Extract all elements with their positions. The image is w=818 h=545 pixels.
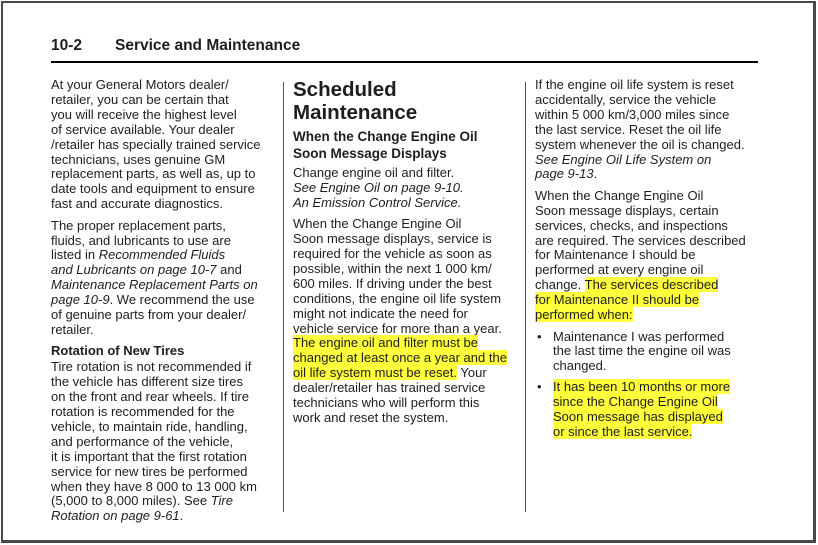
cross-reference-link[interactable]: page 9-13 bbox=[535, 166, 594, 182]
highlighted-text: The engine oil and filter must be bbox=[293, 335, 478, 351]
text-line: retailer, you can be certain that bbox=[51, 91, 229, 107]
text-line: required for the vehicle as soon as bbox=[293, 246, 492, 262]
oil-change-paragraph bbox=[293, 166, 515, 211]
page-header bbox=[51, 37, 758, 63]
cross-reference-link[interactable]: Recommended Fluids bbox=[98, 247, 226, 263]
text-line bbox=[293, 336, 515, 351]
text-run: and bbox=[216, 262, 242, 278]
text-line: conditions, the engine oil life system bbox=[293, 290, 502, 306]
text-run: Your bbox=[457, 365, 487, 381]
text-line: are required. The services described bbox=[535, 232, 746, 248]
text-line bbox=[535, 308, 758, 323]
column-divider-2 bbox=[525, 82, 526, 512]
text-line: on the front and rear wheels. If tire bbox=[51, 389, 249, 405]
highlighted-text: Soon message has displayed bbox=[553, 409, 723, 425]
rotation-paragraph bbox=[51, 360, 273, 524]
text-line: changed. bbox=[553, 358, 607, 374]
text-line: dealer/retailer has trained service bbox=[293, 380, 486, 396]
text-run: . bbox=[179, 508, 184, 524]
text-run: change. bbox=[535, 277, 585, 293]
text-line: fluids, and lubricants to use are bbox=[51, 232, 231, 248]
text-line: replacement parts, as well as, up to bbox=[51, 166, 256, 182]
column-divider-1 bbox=[283, 82, 284, 512]
bullet-icon: • bbox=[537, 379, 542, 395]
title-line: Maintenance bbox=[293, 101, 418, 124]
text-run: . We recommend the use bbox=[109, 292, 255, 308]
intro-paragraph bbox=[51, 78, 273, 212]
text-line: and performance of the vehicle, bbox=[51, 433, 234, 449]
reset-paragraph bbox=[535, 78, 758, 182]
bullet-item bbox=[535, 330, 758, 375]
highlighted-text: since the Change Engine Oil bbox=[553, 394, 718, 410]
text-line: Soon message displays, service is bbox=[293, 231, 492, 247]
cross-reference-link[interactable]: Rotation on page 9-61 bbox=[51, 508, 180, 524]
text-line: technicians who will perform this bbox=[293, 395, 480, 411]
text-line: within 5 000 km/3,000 miles since bbox=[535, 106, 730, 122]
highlighted-text: changed at least once a year and the bbox=[293, 350, 507, 366]
text-line: service for new tires be performed bbox=[51, 463, 248, 479]
text-line: technicians, uses genuine GM bbox=[51, 151, 226, 167]
text-line bbox=[51, 248, 273, 263]
text-run: listed in bbox=[51, 247, 99, 263]
column-right bbox=[535, 78, 758, 440]
text-run: (5,000 to 8,000 miles). See bbox=[51, 493, 211, 509]
text-line: date tools and equipment to ensure bbox=[51, 181, 255, 197]
section-title: Service and Maintenance bbox=[115, 37, 301, 54]
service-paragraph bbox=[293, 217, 515, 426]
highlighted-text: or since the last service. bbox=[553, 423, 693, 439]
text-line: system whenever the oil is changed. bbox=[535, 136, 745, 152]
text-line: rotation is recommended for the bbox=[51, 404, 235, 420]
text-line: for Maintenance I should be bbox=[535, 247, 696, 263]
subheading-line: When the Change Engine Oil bbox=[293, 129, 478, 144]
maintenance-paragraph bbox=[535, 189, 758, 323]
text-run: See bbox=[293, 179, 320, 195]
highlighted-text: It has been 10 months or more bbox=[553, 379, 731, 395]
text-line bbox=[535, 167, 758, 182]
text-run: . bbox=[459, 179, 464, 195]
text-line: Soon message displays, certain bbox=[535, 202, 719, 218]
text-line: fast and accurate diagnostics. bbox=[51, 196, 223, 212]
emission-note: An Emission Control Service. bbox=[293, 194, 462, 210]
text-line: When the Change Engine Oil bbox=[293, 216, 462, 232]
highlighted-text: oil life system must be reset. bbox=[293, 365, 457, 381]
text-line bbox=[535, 153, 758, 168]
bullet-item bbox=[535, 380, 758, 440]
text-line: When the Change Engine Oil bbox=[535, 187, 704, 203]
text-line bbox=[51, 509, 273, 524]
text-line bbox=[553, 425, 758, 440]
cross-reference-link[interactable]: page 10-9 bbox=[51, 292, 110, 308]
text-line: of service available. Your dealer bbox=[51, 121, 235, 137]
bullet-icon: • bbox=[537, 328, 542, 344]
rotation-heading: Rotation of New Tires bbox=[51, 343, 185, 359]
text-line: The proper replacement parts, bbox=[51, 217, 226, 233]
highlighted-text: performed when: bbox=[535, 307, 633, 323]
text-line: vehicle service for more than a year. bbox=[293, 320, 502, 336]
text-line bbox=[51, 278, 273, 293]
text-line: Tire rotation is not recommended if bbox=[51, 359, 252, 375]
text-line: /retailer has specially trained service bbox=[51, 136, 261, 152]
text-line: accidentally, service the vehicle bbox=[535, 91, 717, 107]
text-line bbox=[293, 181, 515, 196]
text-line: 600 miles. If driving under the best bbox=[293, 275, 492, 291]
scheduled-maintenance-title bbox=[293, 78, 515, 124]
text-line bbox=[293, 351, 515, 366]
parts-paragraph bbox=[51, 219, 273, 338]
cross-reference-link[interactable]: Tire bbox=[210, 493, 233, 509]
text-line: you will receive the highest level bbox=[51, 106, 237, 122]
text-line: services, checks, and inspections bbox=[535, 217, 728, 233]
text-line bbox=[293, 196, 515, 211]
text-line: the vehicle has different size tires bbox=[51, 374, 243, 390]
cross-reference-link[interactable]: See Engine Oil Life System on bbox=[535, 151, 712, 167]
text-line bbox=[553, 395, 758, 410]
text-line: the last time the engine oil was bbox=[553, 343, 731, 359]
text-line bbox=[51, 263, 273, 278]
text-line: it is important that the first rotation bbox=[51, 448, 247, 464]
text-line: when they have 8 000 to 13 000 km bbox=[51, 478, 257, 494]
text-line: vehicle, to maintain ride, handling, bbox=[51, 418, 248, 434]
text-run: . bbox=[593, 166, 598, 182]
text-line: Change engine oil and filter. bbox=[293, 165, 455, 180]
text-line bbox=[51, 293, 273, 308]
highlighted-text: for Maintenance II should be bbox=[535, 292, 700, 308]
highlighted-text: The services described bbox=[584, 277, 719, 293]
text-line bbox=[553, 380, 758, 395]
text-line bbox=[535, 293, 758, 308]
cross-reference-link[interactable]: and Lubricants on page 10-7 bbox=[51, 262, 217, 278]
text-line: of genuine parts from your dealer/ bbox=[51, 307, 247, 323]
text-line: might not indicate the need for bbox=[293, 305, 468, 321]
text-line bbox=[553, 410, 758, 425]
text-line: the last service. Reset the oil life bbox=[535, 121, 722, 137]
column-middle bbox=[293, 78, 515, 432]
column-left bbox=[51, 78, 273, 531]
text-line bbox=[535, 278, 758, 293]
text-line: possible, within the next 1 000 km/ bbox=[293, 260, 492, 276]
title-line: Scheduled bbox=[293, 78, 397, 101]
text-line: retailer. bbox=[51, 322, 94, 337]
text-line: At your General Motors dealer/ bbox=[51, 77, 229, 92]
text-line: work and reset the system. bbox=[293, 410, 449, 425]
page-number: 10-2 bbox=[51, 37, 83, 54]
text-line: performed at every engine oil bbox=[535, 262, 704, 278]
cross-reference-link[interactable]: Maintenance Replacement Parts on bbox=[51, 277, 258, 293]
cross-reference-link[interactable]: Engine Oil on page 9-10 bbox=[319, 179, 460, 195]
text-line bbox=[293, 366, 515, 381]
text-line: Maintenance I was performed bbox=[553, 328, 725, 344]
text-line bbox=[51, 494, 273, 509]
text-line: If the engine oil life system is reset bbox=[535, 77, 734, 92]
subheading-line: Soon Message Displays bbox=[293, 146, 447, 161]
change-oil-subheading bbox=[293, 128, 515, 162]
